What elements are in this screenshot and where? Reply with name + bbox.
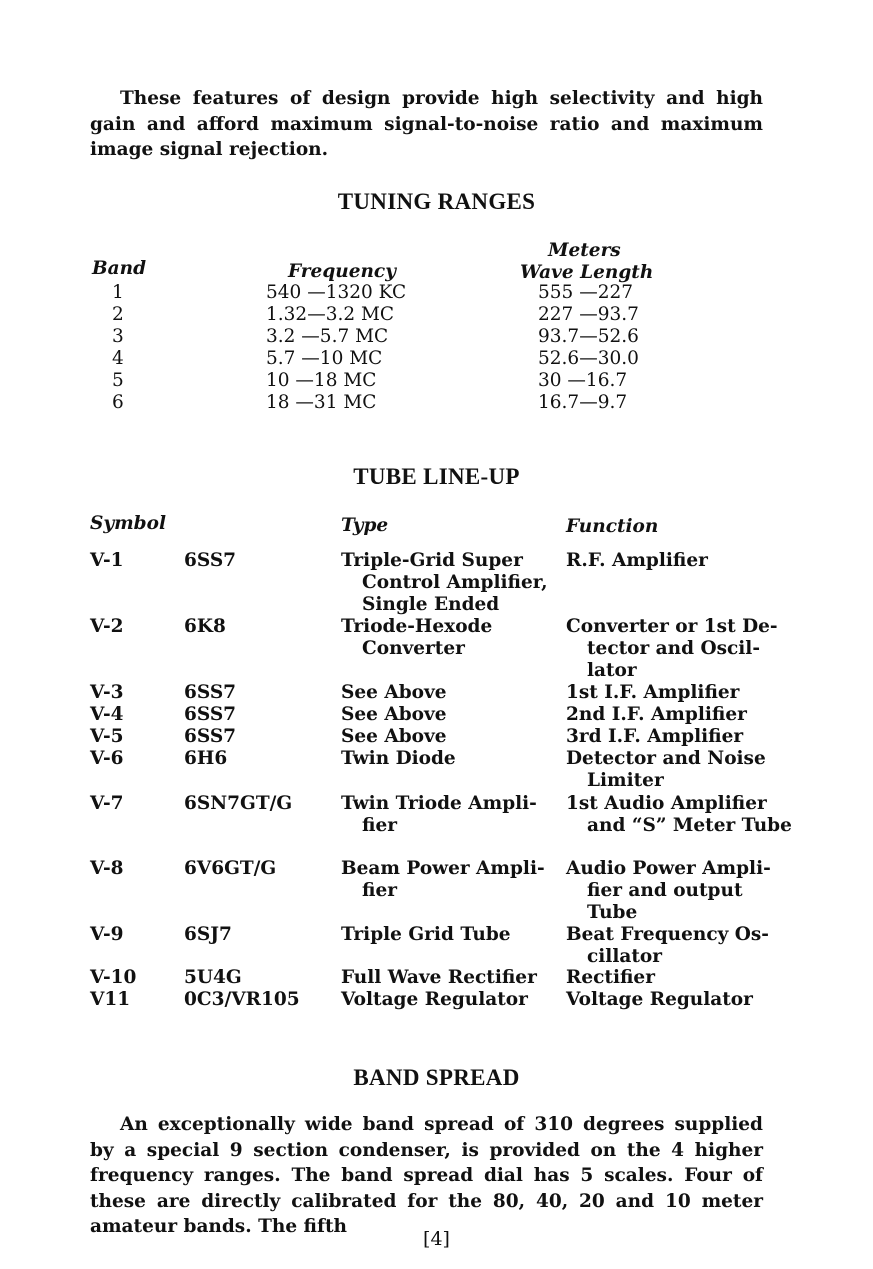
frequency-range: 10 —18 MC — [266, 370, 377, 391]
tube-function-line: 1st I.F. Amplifier — [566, 682, 740, 703]
tube-type-line: Triode-Hexode — [341, 616, 493, 637]
wavelength-range: 16.7—9.7 — [538, 392, 628, 413]
tube-function-line: 2nd I.F. Amplifier — [566, 704, 747, 725]
tube-function-line: 3rd I.F. Amplifier — [566, 726, 744, 747]
frequency-range: 1.32—3.2 MC — [266, 304, 395, 325]
tube-symbol: V11 — [90, 989, 131, 1010]
tube-symbol: V-3 — [90, 682, 124, 703]
tube-designation: 5U4G — [184, 967, 242, 988]
tube-type-line: Triple Grid Tube — [341, 924, 511, 945]
tube-function-line: lator — [587, 660, 637, 681]
tube-type-line: Full Wave Rectifier — [341, 967, 537, 988]
tube-function-line: cillator — [587, 946, 662, 967]
tube-lineup-heading: TUBE LINE-UP — [353, 464, 520, 489]
band-number: 1 — [112, 282, 124, 303]
frequency-range: 3.2 —5.7 MC — [266, 326, 389, 347]
symbol-column-header: Symbol — [90, 513, 166, 534]
tube-type-line: Control Amplifier, — [362, 572, 548, 593]
band-spread-paragraph: An exceptionally wide band spread of 310 degrees supplied by a special 9 section condenser, is provided on the 4 higher frequency ranges. The band spread dial has 5 scales. Four of these are directly calibrated for the 80, 40, 20 and 10 meter amateur bands. The fifth — [90, 1114, 763, 1237]
tube-symbol: V-7 — [90, 793, 124, 814]
tube-function-line: Audio Power Ampli- — [566, 858, 771, 879]
tube-designation: 6SN7GT/G — [184, 793, 293, 814]
frequency-range: 540 —1320 KC — [266, 282, 407, 303]
wavelength-range: 555 —227 — [538, 282, 634, 303]
tube-function-line: Converter or 1st De- — [566, 616, 778, 637]
tube-function-line: Rectifier — [566, 967, 655, 988]
tube-type-line: Twin Triode Ampli- — [341, 793, 537, 814]
tube-function-line: Detector and Noise — [566, 748, 766, 769]
tube-type-line: Beam Power Ampli- — [341, 858, 545, 879]
tube-function-line: and “S” Meter Tube — [587, 815, 792, 836]
tube-type-line: fier — [362, 815, 397, 836]
tube-function-line: Beat Frequency Os- — [566, 924, 769, 945]
tube-function-line: Tube — [587, 902, 638, 923]
tube-designation: 6H6 — [184, 748, 228, 769]
tube-type-line: See Above — [341, 682, 447, 703]
tube-symbol: V-1 — [90, 550, 124, 571]
tube-designation: 6SS7 — [184, 550, 237, 571]
tube-type-line: See Above — [341, 704, 447, 725]
tube-symbol: V-2 — [90, 616, 124, 637]
function-column-header: Function — [566, 516, 659, 537]
tube-designation: 6SS7 — [184, 726, 237, 747]
tube-symbol: V-9 — [90, 924, 124, 945]
frequency-column-header: Frequency — [288, 261, 396, 282]
wavelength-range: 93.7—52.6 — [538, 326, 639, 347]
tube-symbol: V-10 — [90, 967, 137, 988]
tube-designation: 6SJ7 — [184, 924, 232, 945]
tube-designation: 6V6GT/G — [184, 858, 277, 879]
tube-designation: 0C3/VR105 — [184, 989, 300, 1010]
tube-designation: 6SS7 — [184, 682, 237, 703]
tube-designation: 6SS7 — [184, 704, 237, 725]
tube-type-line: Single Ended — [362, 594, 500, 615]
wavelength-range: 227 —93.7 — [538, 304, 639, 325]
band-column-header: Band — [92, 258, 147, 279]
tube-symbol: V-5 — [90, 726, 124, 747]
tube-symbol: V-4 — [90, 704, 124, 725]
meters-column-header: Meters — [548, 240, 621, 261]
band-number: 6 — [112, 392, 124, 413]
page-number: [4] — [423, 1228, 450, 1250]
tube-function-line: tector and Oscil- — [587, 638, 760, 659]
tube-type-line: Converter — [362, 638, 465, 659]
intro-paragraph: These features of design provide high selectivity and high gain and afford maximum signal-to-noise ratio and maximum image signal rejection. — [90, 88, 763, 160]
band-spread-heading: BAND SPREAD — [353, 1065, 520, 1090]
type-column-header: Type — [341, 515, 389, 536]
tube-type-line: Twin Diode — [341, 748, 456, 769]
band-number: 3 — [112, 326, 124, 347]
tube-type-line: See Above — [341, 726, 447, 747]
wavelength-range: 30 —16.7 — [538, 370, 628, 391]
band-number: 2 — [112, 304, 124, 325]
tube-type-line: Triple-Grid Super — [341, 550, 523, 571]
frequency-range: 18 —31 MC — [266, 392, 377, 413]
wavelength-column-header: Wave Length — [520, 262, 654, 283]
tube-function-line: R.F. Amplifier — [566, 550, 708, 571]
tube-function-line: fier and output — [587, 880, 743, 901]
tube-designation: 6K8 — [184, 616, 226, 637]
tuning-ranges-heading: TUNING RANGES — [337, 189, 536, 214]
band-number: 5 — [112, 370, 124, 391]
tube-function-line: 1st Audio Amplifier — [566, 793, 767, 814]
tube-symbol: V-8 — [90, 858, 124, 879]
tube-function-line: Limiter — [587, 770, 664, 791]
band-number: 4 — [112, 348, 124, 369]
tube-type-line: fier — [362, 880, 397, 901]
tube-type-line: Voltage Regulator — [341, 989, 528, 1010]
frequency-range: 5.7 —10 MC — [266, 348, 383, 369]
tube-symbol: V-6 — [90, 748, 124, 769]
tube-function-line: Voltage Regulator — [566, 989, 753, 1010]
wavelength-range: 52.6—30.0 — [538, 348, 639, 369]
